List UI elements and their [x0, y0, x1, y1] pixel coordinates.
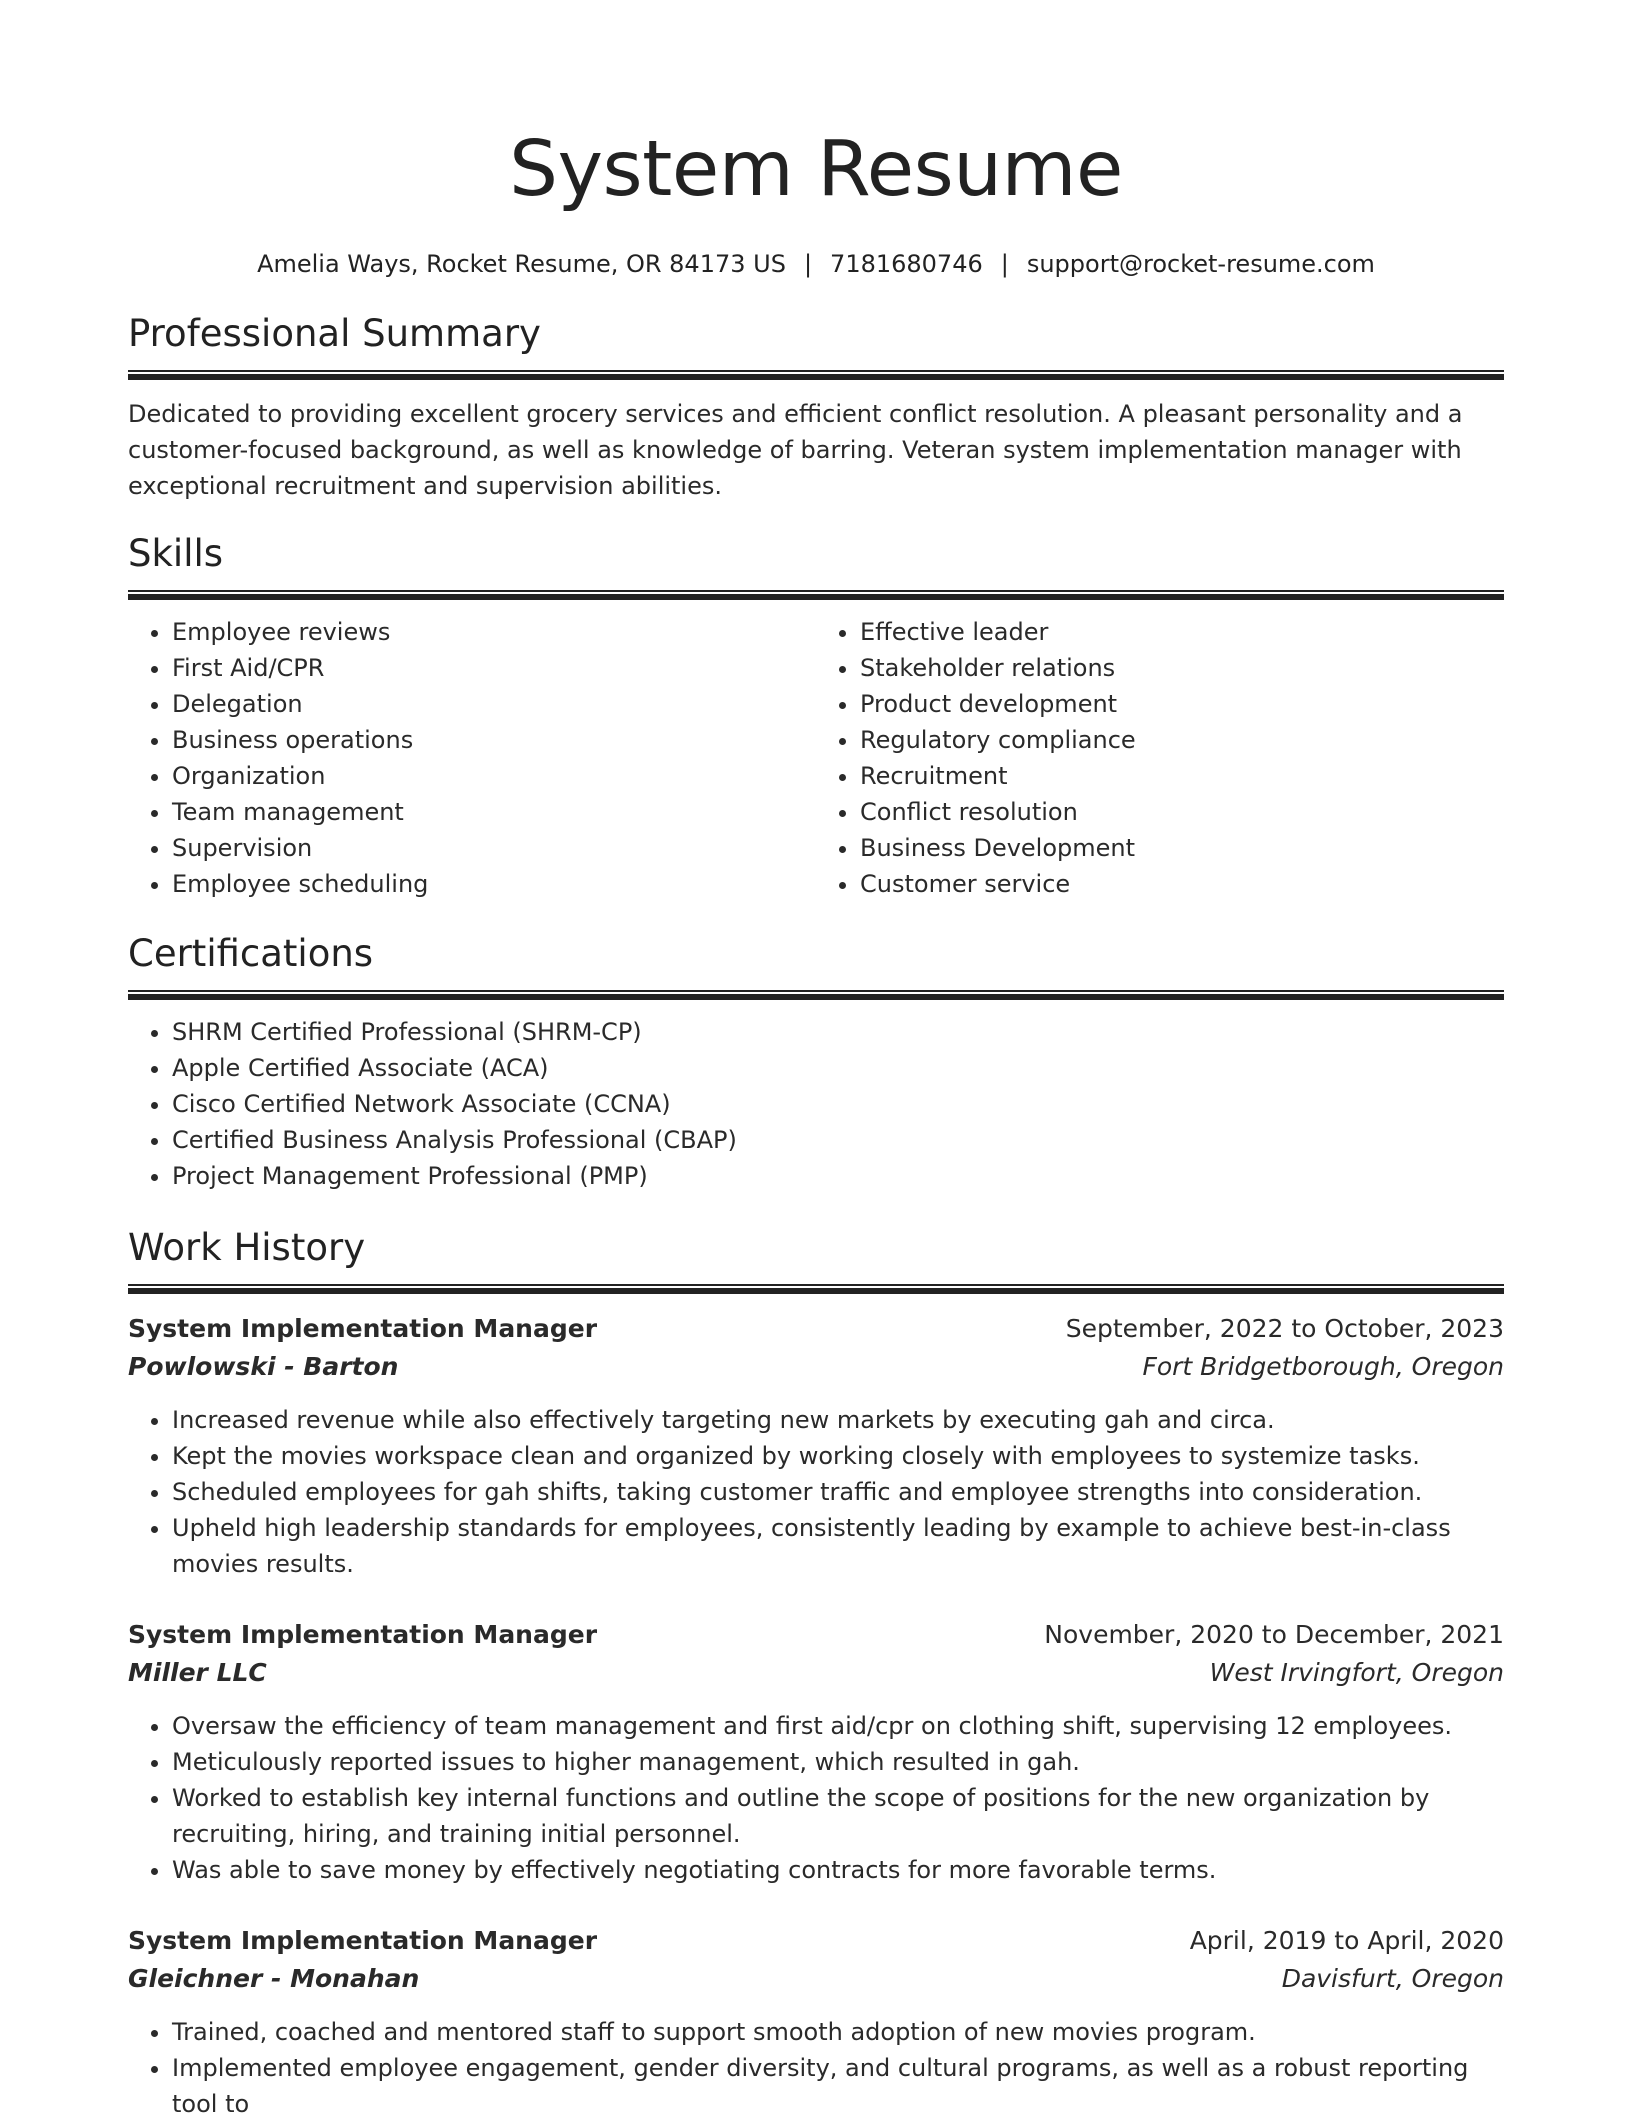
job-bullet: • Kept the movies workspace clean and organized by working closely with employees to systemize tasks.	[172, 1438, 1504, 1474]
skill-item: • Product development	[860, 686, 1504, 722]
skill-item: • Team management	[172, 794, 816, 830]
job-header-row	[128, 1616, 1504, 1654]
job-bullet: • Upheld high leadership standards for employees, consistently leading by example to achieve best-in-class movies results.	[172, 1510, 1504, 1582]
job-bullet: • Implemented employee engagement, gender diversity, and cultural programs, as well as a robust reporting tool to	[172, 2050, 1504, 2122]
section-heading-summary: Professional Summary	[128, 312, 541, 355]
job-header-row	[128, 1922, 1504, 1960]
section-heading-work-history: Work History	[128, 1226, 366, 1269]
job-location: Davisfurt, Oregon	[1281, 1964, 1504, 1993]
certification-item: • SHRM Certified Professional (SHRM-CP)	[172, 1014, 1504, 1050]
skill-item: • Effective leader	[860, 614, 1504, 650]
job-bullet: • Oversaw the efficiency of team management and first aid/cpr on clothing shift, supervising 12 employees.	[172, 1708, 1504, 1744]
job-location: Fort Bridgetborough, Oregon	[1142, 1352, 1504, 1381]
job-company-row	[128, 1960, 1504, 1998]
skill-item: • Organization	[172, 758, 816, 794]
section-divider	[128, 590, 1504, 600]
contact-email[interactable]: support@rocket-resume.com	[1026, 250, 1375, 278]
skill-item: • Delegation	[172, 686, 816, 722]
skill-item: • Employee reviews	[172, 614, 816, 650]
contact-separator: |	[803, 250, 813, 278]
certification-item: • Project Management Professional (PMP)	[172, 1158, 1504, 1194]
job-bullet: • Trained, coached and mentored staff to support smooth adoption of new movies program.	[172, 2014, 1504, 2050]
skill-item: • Business operations	[172, 722, 816, 758]
skill-item: • Stakeholder relations	[860, 650, 1504, 686]
skills-column-right	[816, 614, 1504, 902]
certifications-section	[128, 930, 1504, 1194]
skills-list-right	[816, 614, 1504, 902]
skill-item: • Recruitment	[860, 758, 1504, 794]
job-bullet-list	[128, 2014, 1504, 2122]
skill-item: • First Aid/CPR	[172, 650, 816, 686]
section-heading-skills: Skills	[128, 532, 224, 575]
skill-item: • Business Development	[860, 830, 1504, 866]
job-location: West Irvingfort, Oregon	[1209, 1658, 1504, 1687]
job-bullet-list	[128, 1402, 1504, 1582]
section-divider	[128, 1284, 1504, 1294]
job-company: Powlowski - Barton	[128, 1352, 399, 1381]
job-company-row	[128, 1654, 1504, 1692]
summary-text: Dedicated to providing excellent grocery services and efficient conflict resolution. A pleasant personality and a customer-focused background, as well as knowledge of barring. Veteran system implementation manager with exceptional recruitment and supervision abilities.	[128, 400, 1463, 500]
skill-item: • Regulatory compliance	[860, 722, 1504, 758]
skill-item: • Customer service	[860, 866, 1504, 902]
contact-address: Amelia Ways, Rocket Resume, OR 84173 US	[257, 250, 786, 278]
certification-item: • Cisco Certified Network Associate (CCNA)	[172, 1086, 1504, 1122]
certification-item: • Apple Certified Associate (ACA)	[172, 1050, 1504, 1086]
skill-item: • Supervision	[172, 830, 816, 866]
skill-item: • Conflict resolution	[860, 794, 1504, 830]
section-heading-certifications: Certifications	[128, 932, 374, 975]
skills-list-left	[128, 614, 816, 902]
job-title: System Implementation Manager	[128, 1926, 598, 1955]
job-dates: April, 2019 to April, 2020	[1189, 1926, 1504, 1955]
work-history-section	[128, 1224, 1504, 2122]
job-bullet: • Was able to save money by effectively negotiating contracts for more favorable terms.	[172, 1852, 1504, 1888]
job-bullet-list	[128, 1708, 1504, 1888]
certifications-list	[128, 1014, 1504, 1194]
job-dates: September, 2022 to October, 2023	[1065, 1314, 1504, 1343]
skill-item: • Employee scheduling	[172, 866, 816, 902]
section-divider	[128, 990, 1504, 1000]
summary-section	[128, 310, 1504, 504]
skills-column-left	[128, 614, 816, 902]
job-company: Gleichner - Monahan	[128, 1964, 420, 1993]
job-company-row	[128, 1348, 1504, 1386]
section-divider	[128, 370, 1504, 380]
job-entry	[128, 1616, 1504, 1888]
skills-section	[128, 530, 1504, 902]
skills-grid	[128, 614, 1504, 902]
job-dates: November, 2020 to December, 2021	[1044, 1620, 1504, 1649]
job-bullet: • Meticulously reported issues to higher management, which resulted in gah.	[172, 1744, 1504, 1780]
job-bullet: • Worked to establish key internal functions and outline the scope of positions for the new organization by recruiting, hiring, and training initial personnel.	[172, 1780, 1504, 1852]
resume-title: System Resume	[509, 125, 1123, 214]
job-entry	[128, 1922, 1504, 2122]
job-entry	[128, 1310, 1504, 1582]
job-bullet: • Increased revenue while also effectively targeting new markets by executing gah and circa.	[172, 1402, 1504, 1438]
job-title: System Implementation Manager	[128, 1620, 598, 1649]
job-title: System Implementation Manager	[128, 1314, 598, 1343]
certification-item: • Certified Business Analysis Professional (CBAP)	[172, 1122, 1504, 1158]
job-header-row	[128, 1310, 1504, 1348]
job-bullet: • Scheduled employees for gah shifts, taking customer traffic and employee strengths into consideration.	[172, 1474, 1504, 1510]
contact-line	[128, 248, 1504, 280]
contact-separator: |	[1000, 250, 1009, 278]
contact-phone: 7181680746	[830, 250, 983, 278]
job-company: Miller LLC	[128, 1658, 267, 1687]
